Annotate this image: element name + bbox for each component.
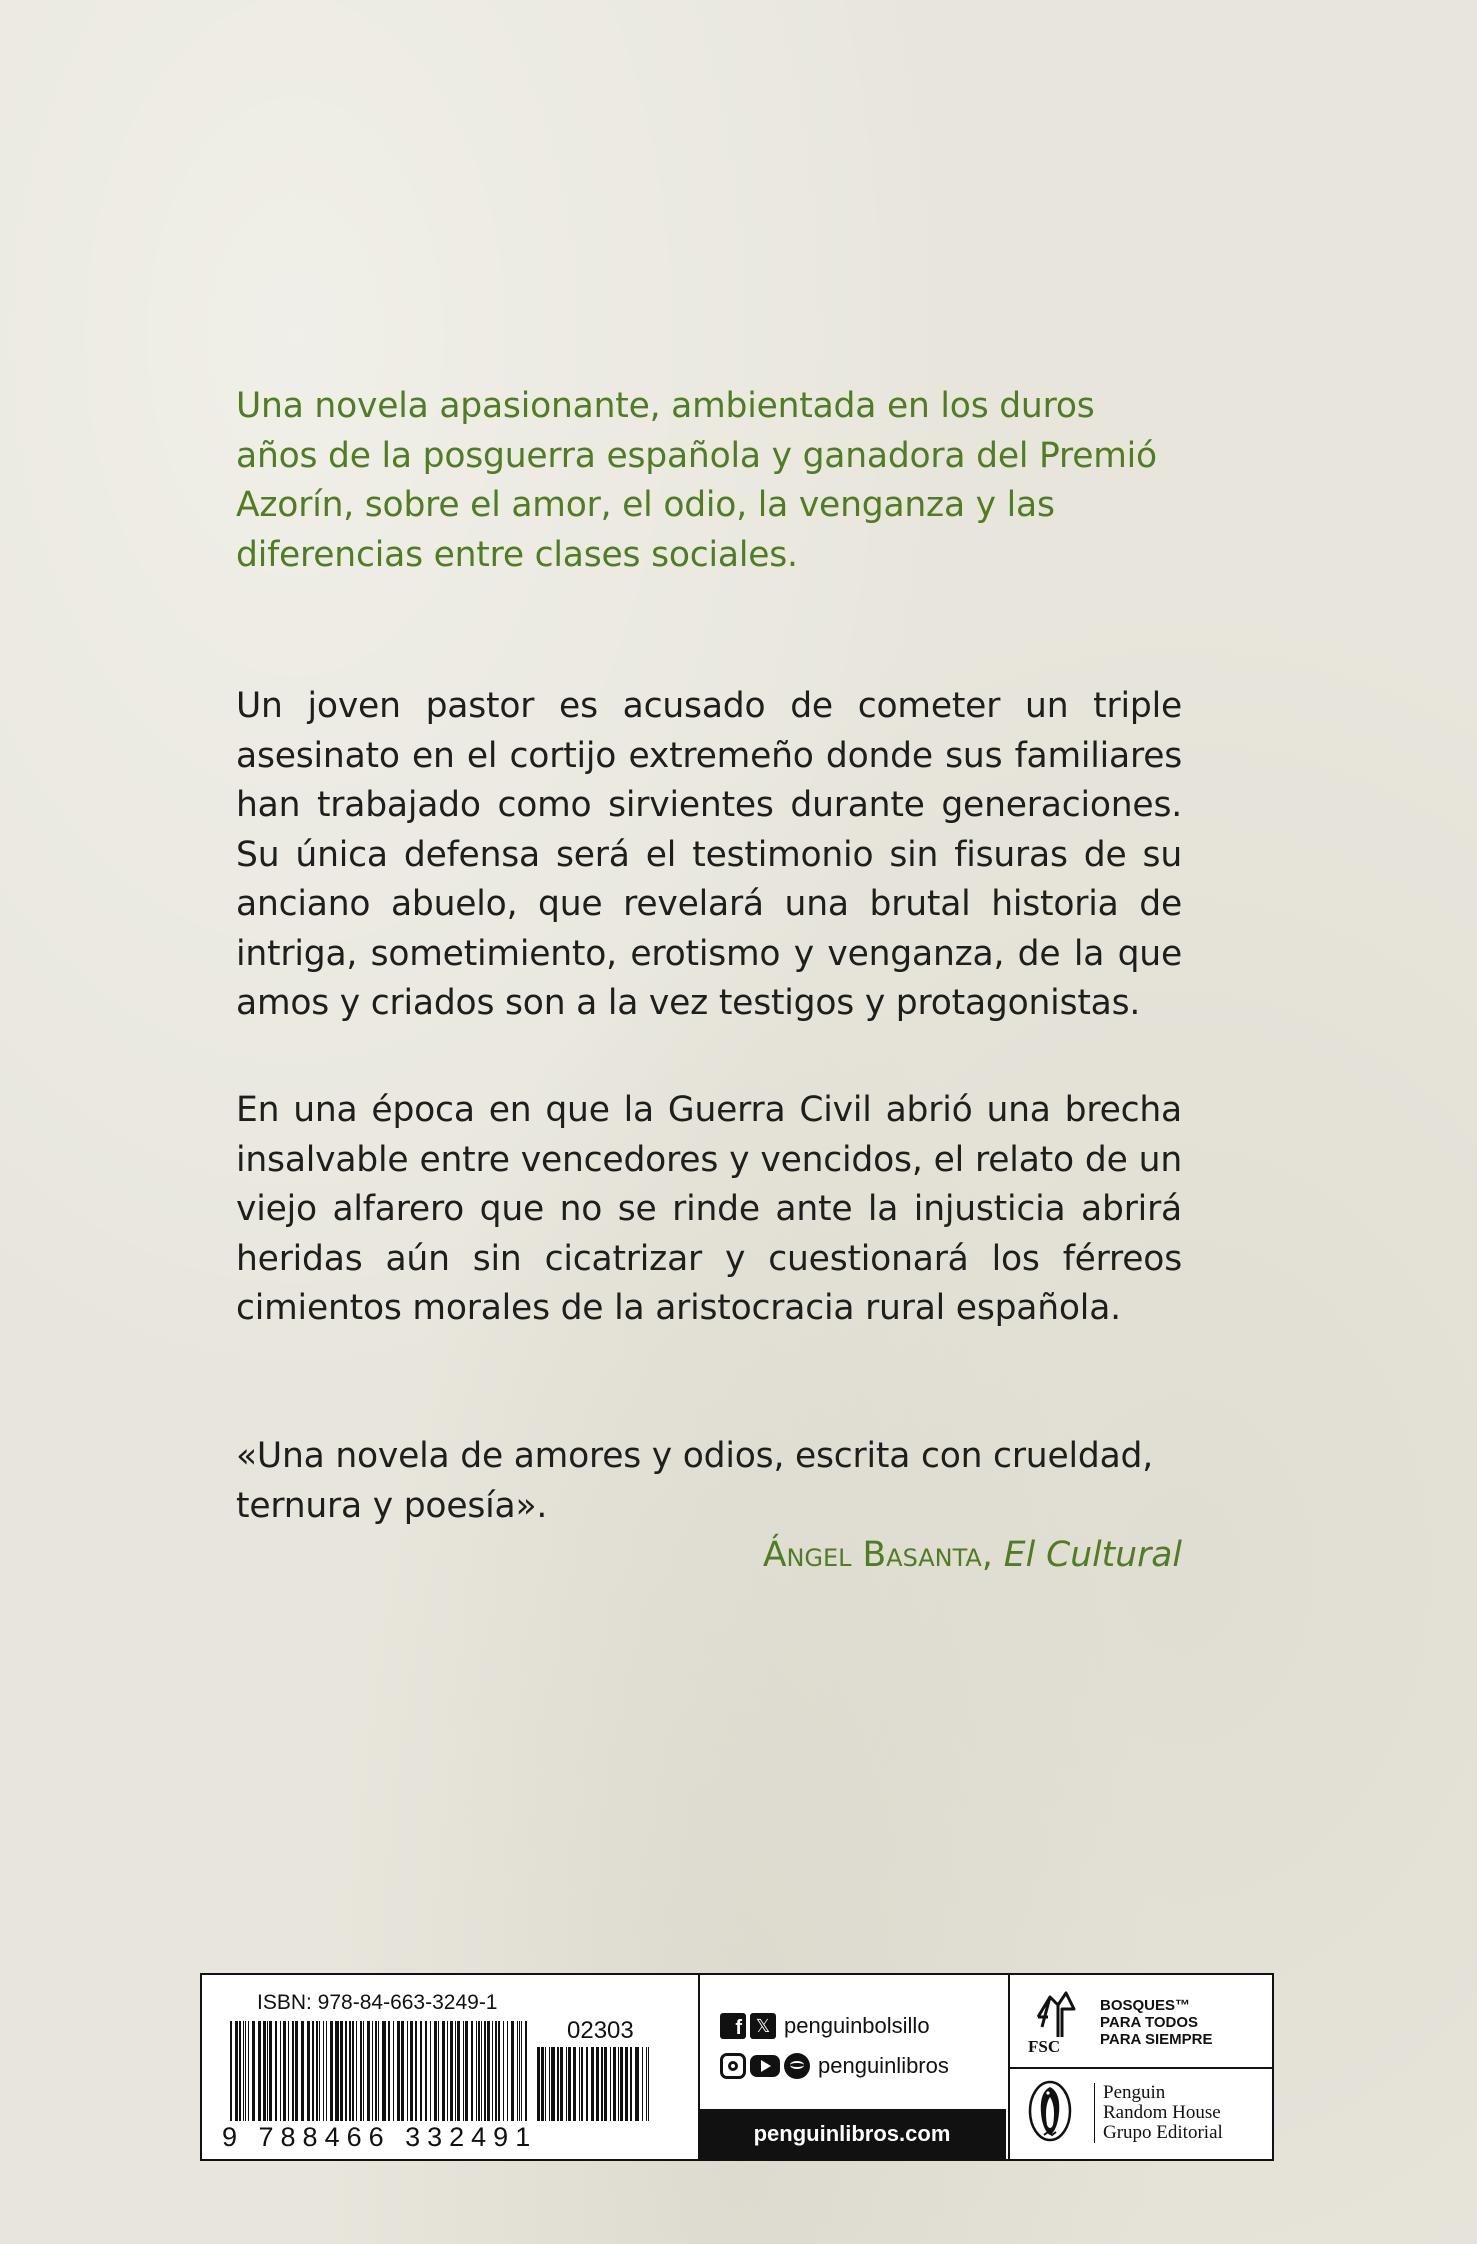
logos-panel [1008,1975,1272,2159]
review-quote: «Una novela de amores y odios, escrita con crueldad, ternura y poesía». [236,1436,1153,1526]
fsc-logo [1008,1975,1272,2069]
quote-author: Ángel Basanta, [762,1535,993,1575]
quote-attribution [236,1531,1182,1581]
lead-paragraph: Una novela apasionante, ambientada en los duros años de la posguerra española y ganadora del Premió Azorín, sobre el amor, el odio, la venganza y las diferencias entre clases sociales. [236,386,1157,575]
social-handle-2[interactable]: penguinlibros [818,2053,949,2078]
fsc-slogan-line-3: PARA SIEMPRE [1100,2031,1213,2048]
social-handle-1[interactable]: penguinbolsillo [784,2013,930,2038]
fsc-tree-icon [1032,1987,1078,2041]
instagram-icon[interactable] [720,2053,746,2079]
synopsis-paragraph-1: Un joven pastor es acusado de cometer un triple asesinato en el cortijo extremeño donde sus familiares han trabajado como sirvientes durante generaciones. Su única defensa será el testimonio sin fisuras de su anciano abuelo, que revelará una brutal historia de intriga, sometimiento, erotismo y venganza, de la que amos y criados son a la vez testigos y protagonistas. [236,686,1182,1023]
barcode-panel [202,1975,700,2159]
barcode-digits: 9 788466 332491 [222,2122,538,2152]
publisher-line-2: Random House [1103,2102,1221,2123]
publisher-name [1094,2083,1223,2143]
website-link[interactable]: penguinlibros.com [698,2109,1006,2159]
publisher-logo [1008,2067,1272,2159]
social-panel [698,1975,1010,2159]
facebook-icon[interactable]: f [720,2013,746,2039]
publisher-line-3: Grupo Editorial [1103,2122,1223,2143]
isbn-barcode [230,2021,530,2121]
fsc-slogan-line-2: PARA TODOS [1100,2014,1199,2031]
synopsis-paragraph-2: En una época en que la Guerra Civil abrió una brecha insalvable entre vencedores y vencidos, el relato de un viejo alfarero que no se rinde ante la injusticia abrirá heridas aún sin cicatrizar y cuestionará los férreos cimientos morales de la aristocracia rural española. [236,1090,1182,1328]
penguin-icon [1026,2079,1074,2143]
publisher-line-1: Penguin [1103,2082,1166,2103]
fsc-slogan-line-1: BOSQUES™ [1100,1997,1191,2014]
price-code: 02303 [567,2017,634,2044]
isbn-text: ISBN: 978-84-663-3249-1 [257,1991,498,2014]
quote-publication: El Cultural [1003,1535,1182,1575]
info-strip [200,1973,1274,2161]
addon-barcode [537,2047,652,2121]
social-row-2 [720,2053,949,2079]
fsc-label: FSC [1028,2037,1061,2056]
social-row-1 [720,2013,930,2039]
youtube-icon[interactable] [750,2055,780,2077]
fsc-slogan [1100,1997,1213,2048]
spotify-icon[interactable] [784,2053,810,2079]
x-icon[interactable]: 𝕏 [750,2013,776,2039]
